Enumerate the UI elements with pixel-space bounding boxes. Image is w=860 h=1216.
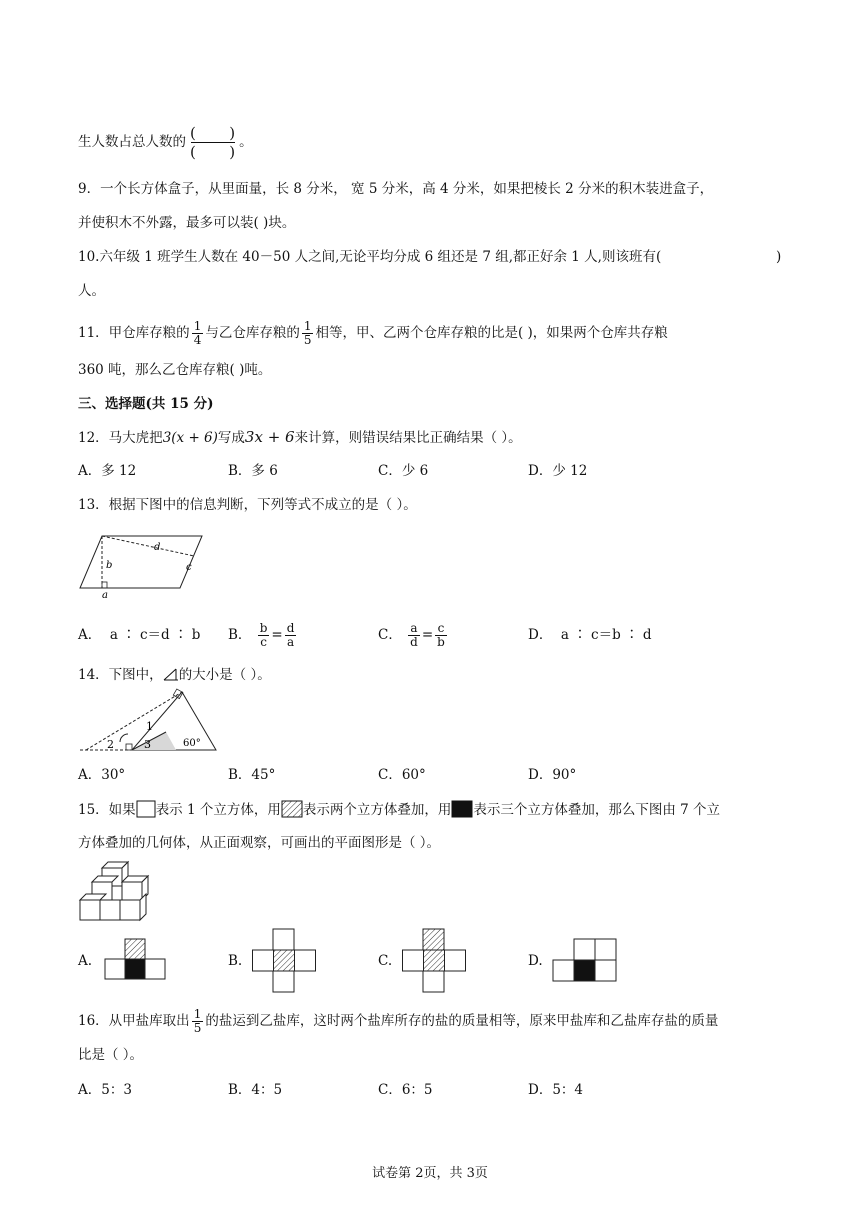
label-60deg: 60°: [183, 738, 201, 749]
label-a: a: [102, 590, 108, 600]
q12-stem: 12．马大虎把3(x + 6)写成3x + 6来计算，则错误结果比正确结果（ ）。: [78, 428, 522, 446]
q15-option-b[interactable]: B.: [228, 953, 243, 969]
section-title: 三、选择题(共 15 分): [78, 396, 214, 412]
q9-line1: 9．一个长方体盒子，从里面量，长 8 分米， 宽 5 分米，高 4 分米，如果把棱长 2 分米的积木装进盒子，: [78, 181, 714, 197]
q15-option-c[interactable]: C.: [378, 953, 393, 969]
q15-figure-d[interactable]: [552, 938, 620, 982]
q16-option-b[interactable]: B．4：5: [228, 1082, 283, 1098]
q12-option-a[interactable]: A．多 12: [78, 463, 137, 479]
page-footer: 试卷第 2页，共 3页: [372, 1166, 488, 1181]
q16-option-c[interactable]: C．6：5: [378, 1082, 433, 1098]
q11-line1: 11．甲仓库存粮的 $\frac{1}{4}$ 与乙仓库存粮的 $\frac{1}{5}$ 相等，甲、乙两个仓库存粮的比是( )，如果两个仓库共存粮: [78, 319, 668, 347]
q16-option-d[interactable]: D．5：4: [528, 1082, 584, 1098]
answer-fraction-blank[interactable]: $\frac{( )}{( )}$: [190, 124, 236, 161]
q16-line2: 比是（ ）。: [78, 1047, 144, 1063]
q14-option-c[interactable]: C．60°: [378, 767, 426, 783]
q14-stem: 14．下图中， 的大小是（ ）。: [78, 667, 271, 683]
q15-figure-b[interactable]: [252, 928, 318, 994]
q13-option-c[interactable]: C． $\frac{a}{d}$ = $\frac{c}{b}$: [378, 621, 445, 649]
q15-line1: 15．如果 表示 1 个立方体，用 表示两个立方体叠加，用 表示三个立方体叠加，那么下图由 7 个立: [78, 802, 721, 818]
q15-option-d[interactable]: D.: [528, 953, 543, 969]
triangle-angle-figure: [80, 688, 222, 754]
label-2: 2: [107, 738, 114, 751]
label-c: c: [186, 562, 192, 573]
fraction: $\frac{1}{5}$: [193, 1007, 202, 1035]
q9-line2: 并使积木不外露，最多可以装( )块。: [78, 215, 296, 231]
hatched-square-icon: [281, 800, 303, 818]
label-3: 3: [144, 738, 151, 751]
cube-stack-figure: [78, 860, 154, 924]
label-b: b: [106, 560, 113, 571]
q13-stem: 13．根据下图中的信息判断，下列等式不成立的是（ ）。: [78, 497, 417, 513]
label-d: d: [154, 542, 161, 553]
parallelogram-figure: [78, 528, 208, 600]
q10-line1: 10.六年级 1 班学生人数在 40－50 人之间,无论平均分成 6 组还是 7 组,都正好余 1 人,则该班有(: [78, 249, 662, 265]
q14-option-a[interactable]: A．30°: [78, 767, 126, 783]
q15-figure-a[interactable]: [104, 938, 170, 982]
q14-option-d[interactable]: D．90°: [528, 767, 577, 783]
fraction: $\frac{1}{4}$: [193, 319, 202, 347]
label-1: 1: [146, 720, 153, 733]
q13-option-a[interactable]: A． a ∶ c＝d ∶ b: [78, 627, 201, 643]
q12-option-c[interactable]: C．少 6: [378, 463, 429, 479]
q8-tail: 生人数占总人数的 $\frac{( )}{( )}$ 。: [78, 124, 253, 161]
q10-line2: 人。: [78, 283, 105, 299]
angle-icon: [163, 667, 179, 681]
q15-figure-c[interactable]: [402, 928, 468, 994]
q14-option-b[interactable]: B．45°: [228, 767, 276, 783]
q11-line2: 360 吨，那么乙仓库存粮( )吨。: [78, 362, 272, 378]
black-square-icon: [451, 800, 473, 818]
expression: 3x + 6: [244, 428, 295, 446]
fraction: $\frac{1}{5}$: [303, 319, 312, 347]
expression: 3(x + 6): [162, 430, 218, 446]
white-square-icon: [136, 800, 156, 818]
q12-option-b[interactable]: B．多 6: [228, 463, 278, 479]
q10-paren-end: ): [776, 249, 782, 265]
q13-option-d[interactable]: D． a ∶ c＝b ∶ d: [528, 627, 652, 643]
q15-line2: 方体叠加的几何体，从正面观察，可画出的平面图形是（ ）。: [78, 835, 441, 851]
q15-option-a[interactable]: A.: [78, 953, 93, 969]
q12-option-d[interactable]: D．少 12: [528, 463, 588, 479]
q16-option-a[interactable]: A．5：3: [78, 1082, 132, 1098]
q16-line1: 16．从甲盐库取出 $\frac{1}{5}$ 的盐运到乙盐库，这时两个盐库所存的盐的质量相等，原来甲盐库和乙盐库存盐的质量: [78, 1007, 719, 1035]
q13-option-b[interactable]: B． $\frac{b}{c}$ = $\frac{d}{a}$: [228, 621, 295, 649]
